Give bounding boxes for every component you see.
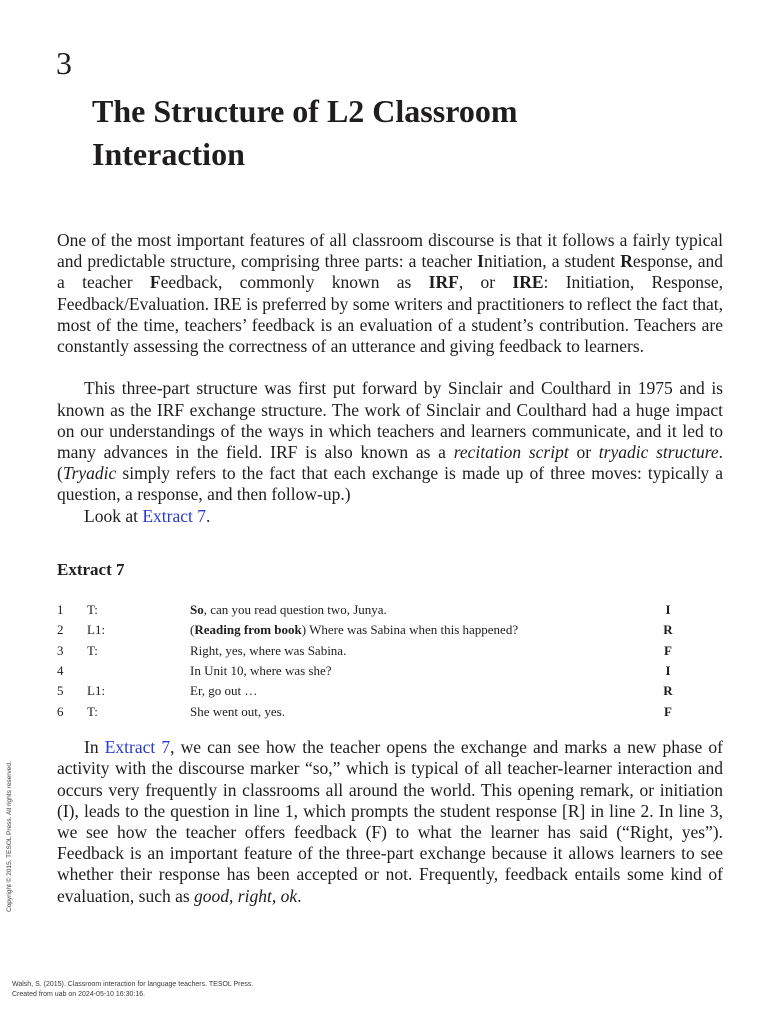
bold-text: F bbox=[149, 272, 161, 293]
text-run: Er, go out … bbox=[190, 683, 258, 699]
chapter-title: The Structure of L2 Classroom Interaction bbox=[92, 93, 518, 172]
look-at-extract-line bbox=[57, 506, 723, 527]
extract-row bbox=[57, 600, 723, 620]
move-code: F bbox=[664, 703, 672, 719]
text-run: simply refers to the fact that each exchange is made up of three moves: typically a question, a response, and then follow-up.) bbox=[57, 463, 723, 505]
extract-row bbox=[57, 620, 723, 640]
text-run: or bbox=[568, 442, 599, 462]
speaker bbox=[87, 661, 190, 681]
extract-row bbox=[57, 681, 723, 701]
chapter-body bbox=[57, 230, 723, 907]
speaker: T: bbox=[87, 601, 98, 617]
bold-text: IRE bbox=[512, 272, 544, 293]
text-run: She went out, yes. bbox=[190, 703, 285, 719]
italic-text: tryadic structure bbox=[598, 442, 719, 462]
italic-text: recitation script bbox=[453, 442, 569, 462]
line-number: 1 bbox=[57, 601, 64, 617]
extract-row bbox=[57, 641, 723, 661]
line-number: 5 bbox=[57, 683, 64, 699]
move-code: R bbox=[663, 683, 673, 699]
utterance bbox=[190, 620, 660, 640]
italic-text: good, right, ok bbox=[194, 885, 298, 906]
move-code: R bbox=[663, 622, 673, 638]
text-run: . bbox=[205, 505, 211, 526]
text-run: : Initiation, Response, Feedback/Evaluation. IRE is preferred by some writers and practitioners to reflect the fact that, most of the time, teachers’ feedback is an evaluation of a student’s contribution. Teachers are constantly assessing the correctness of an utterance and giving feedback to learners. bbox=[57, 272, 724, 357]
extract-row bbox=[57, 702, 723, 722]
text-run: This three-part structure was first put forward by Sinclair and Coulthard in 1975 and is known as the IRF exchange structure. The work of Sinclair and Coulthard had a huge impact on our understandings of the ways in which teachers and learners communicate, and it led to many advances in the field. IRF is also known as a bbox=[57, 378, 723, 462]
move-code: F bbox=[664, 642, 672, 658]
text-run: ( bbox=[190, 622, 195, 638]
text-run: Look at bbox=[84, 505, 143, 526]
intro-paragraph bbox=[57, 230, 723, 378]
utterance bbox=[190, 661, 660, 681]
extract-transcript bbox=[57, 600, 723, 722]
text-run: . ( bbox=[57, 442, 724, 484]
text-run: In Unit 10, where was she? bbox=[190, 662, 332, 678]
speaker: L1: bbox=[87, 683, 106, 699]
line-number: 2 bbox=[57, 622, 64, 638]
bold-text: IRF bbox=[428, 272, 459, 293]
extract-link[interactable]: Extract 7 bbox=[142, 505, 206, 526]
text-run: In bbox=[84, 737, 105, 758]
copyright-notice: Copyright © 2015. TESOL Press. All rights reserved. bbox=[6, 761, 13, 912]
bold-text: So bbox=[190, 601, 204, 617]
bold-text: Reading from book bbox=[194, 622, 302, 638]
text-run: , we can see how the teacher opens the exchange and marks a new phase of activity with the discourse marker “so,” which is typical of all teacher-learner interaction and occurs very frequently in classrooms all around the world. This opening remark, or initiation (I), leads to the question in line 1, which prompts the student response [R] in line 2. In line 3, we see how the teacher offers feedback (F) to what the learner has said (“Right, yes”). Feedback is an important feature of the three-part exchange because it allows learners to see whether their response has been accepted or not. Frequently, feedback entails some kind of evaluation, such as bbox=[57, 737, 724, 906]
chapter-number: 3 bbox=[56, 45, 72, 81]
text-run: . bbox=[297, 885, 302, 906]
utterance bbox=[190, 600, 660, 620]
extract-analysis-paragraph bbox=[57, 737, 723, 907]
irf-history-paragraph bbox=[57, 378, 723, 505]
text-run: , can you read question two, Junya. bbox=[203, 601, 387, 617]
extract-row bbox=[57, 661, 723, 681]
text-run: Right, yes, where was Sabina. bbox=[190, 642, 347, 658]
text-run: eedback, commonly known as bbox=[160, 272, 429, 293]
text-run: One of the most important features of all classroom discourse is that it follows a fairly typical and predictable structure, comprising three parts: a teacher bbox=[57, 230, 723, 272]
text-run: nitiation, a student bbox=[483, 251, 621, 272]
move-code: I bbox=[665, 662, 671, 678]
bold-text: R bbox=[620, 251, 633, 272]
line-number: 6 bbox=[57, 703, 64, 719]
text-run: , or bbox=[458, 272, 513, 293]
italic-text: Tryadic bbox=[62, 463, 117, 484]
footer-citation: Walsh, S. (2015). Classroom interaction for language teachers. TESOL Press. bbox=[12, 981, 254, 988]
line-number: 4 bbox=[57, 662, 64, 678]
footer-created: Created from uab on 2024-05-10 16:30:16. bbox=[12, 990, 146, 998]
text-run: esponse, and a teacher bbox=[57, 251, 723, 293]
speaker: L1: bbox=[87, 622, 106, 638]
extract-heading: Extract 7 bbox=[57, 559, 125, 579]
speaker: T: bbox=[87, 703, 98, 719]
extract-link[interactable]: Extract 7 bbox=[104, 737, 171, 758]
line-number: 3 bbox=[57, 642, 64, 658]
text-run: ) Where was Sabina when this happened? bbox=[301, 622, 519, 638]
page-footer bbox=[12, 980, 253, 999]
move-code: I bbox=[665, 601, 671, 617]
speaker: T: bbox=[87, 642, 98, 658]
utterance bbox=[190, 702, 660, 722]
utterance bbox=[190, 641, 660, 661]
bold-text: I bbox=[477, 251, 484, 272]
utterance bbox=[190, 681, 660, 701]
